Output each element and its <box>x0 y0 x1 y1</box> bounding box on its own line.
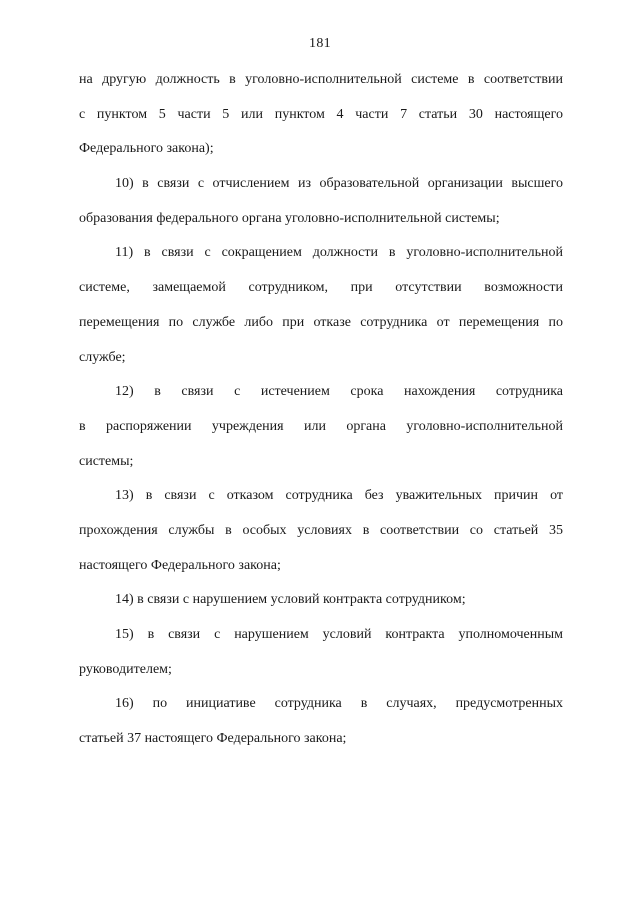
list-item-14: 14) в связи с нарушением условий контракта сотрудником; <box>115 592 466 608</box>
list-item-15: 15) в связи с нарушением условий контракта уполномоченным <box>115 627 563 642</box>
document-body <box>79 63 563 757</box>
list-item-10: 10) в связи с отчислением из образовательной организации высшего <box>115 176 563 192</box>
text-line: на другую должность в уголовно-исполнительной системе в соответствии <box>79 72 563 87</box>
text-line: перемещения по службе либо при отказе сотрудника от перемещения по <box>79 314 563 330</box>
text-line: образования федерального органа уголовно-исполнительной системы; <box>79 210 500 226</box>
page-number: 181 <box>309 36 331 51</box>
text-line: руководителем; <box>79 661 172 677</box>
text-line: Федерального закона); <box>79 141 214 157</box>
list-item-16: 16) по инициативе сотрудника в случаях, предусмотренных <box>115 696 563 712</box>
text-line: прохождения службы в особых условиях в соответствии со статьей 35 <box>79 522 563 538</box>
text-line: системе, замещаемой сотрудником, при отсутствии возможности <box>79 280 563 296</box>
text-line: службе; <box>79 349 126 365</box>
list-item-13: 13) в связи с отказом сотрудника без уважительных причин от <box>115 488 563 504</box>
text-line: настоящего Федерального закона; <box>79 557 281 573</box>
text-line: системы; <box>79 453 134 469</box>
list-item-11: 11) в связи с сокращением должности в уголовно-исполнительной <box>115 245 563 261</box>
text-line: в распоряжении учреждения или органа уголовно-исполнительной <box>79 418 563 434</box>
text-line: статьей 37 настоящего Федерального закона; <box>79 731 347 747</box>
text-line: с пунктом 5 части 5 или пунктом 4 части 7 статьи 30 настоящего <box>79 106 563 122</box>
list-item-12: 12) в связи с истечением срока нахождения сотрудника <box>115 384 563 400</box>
